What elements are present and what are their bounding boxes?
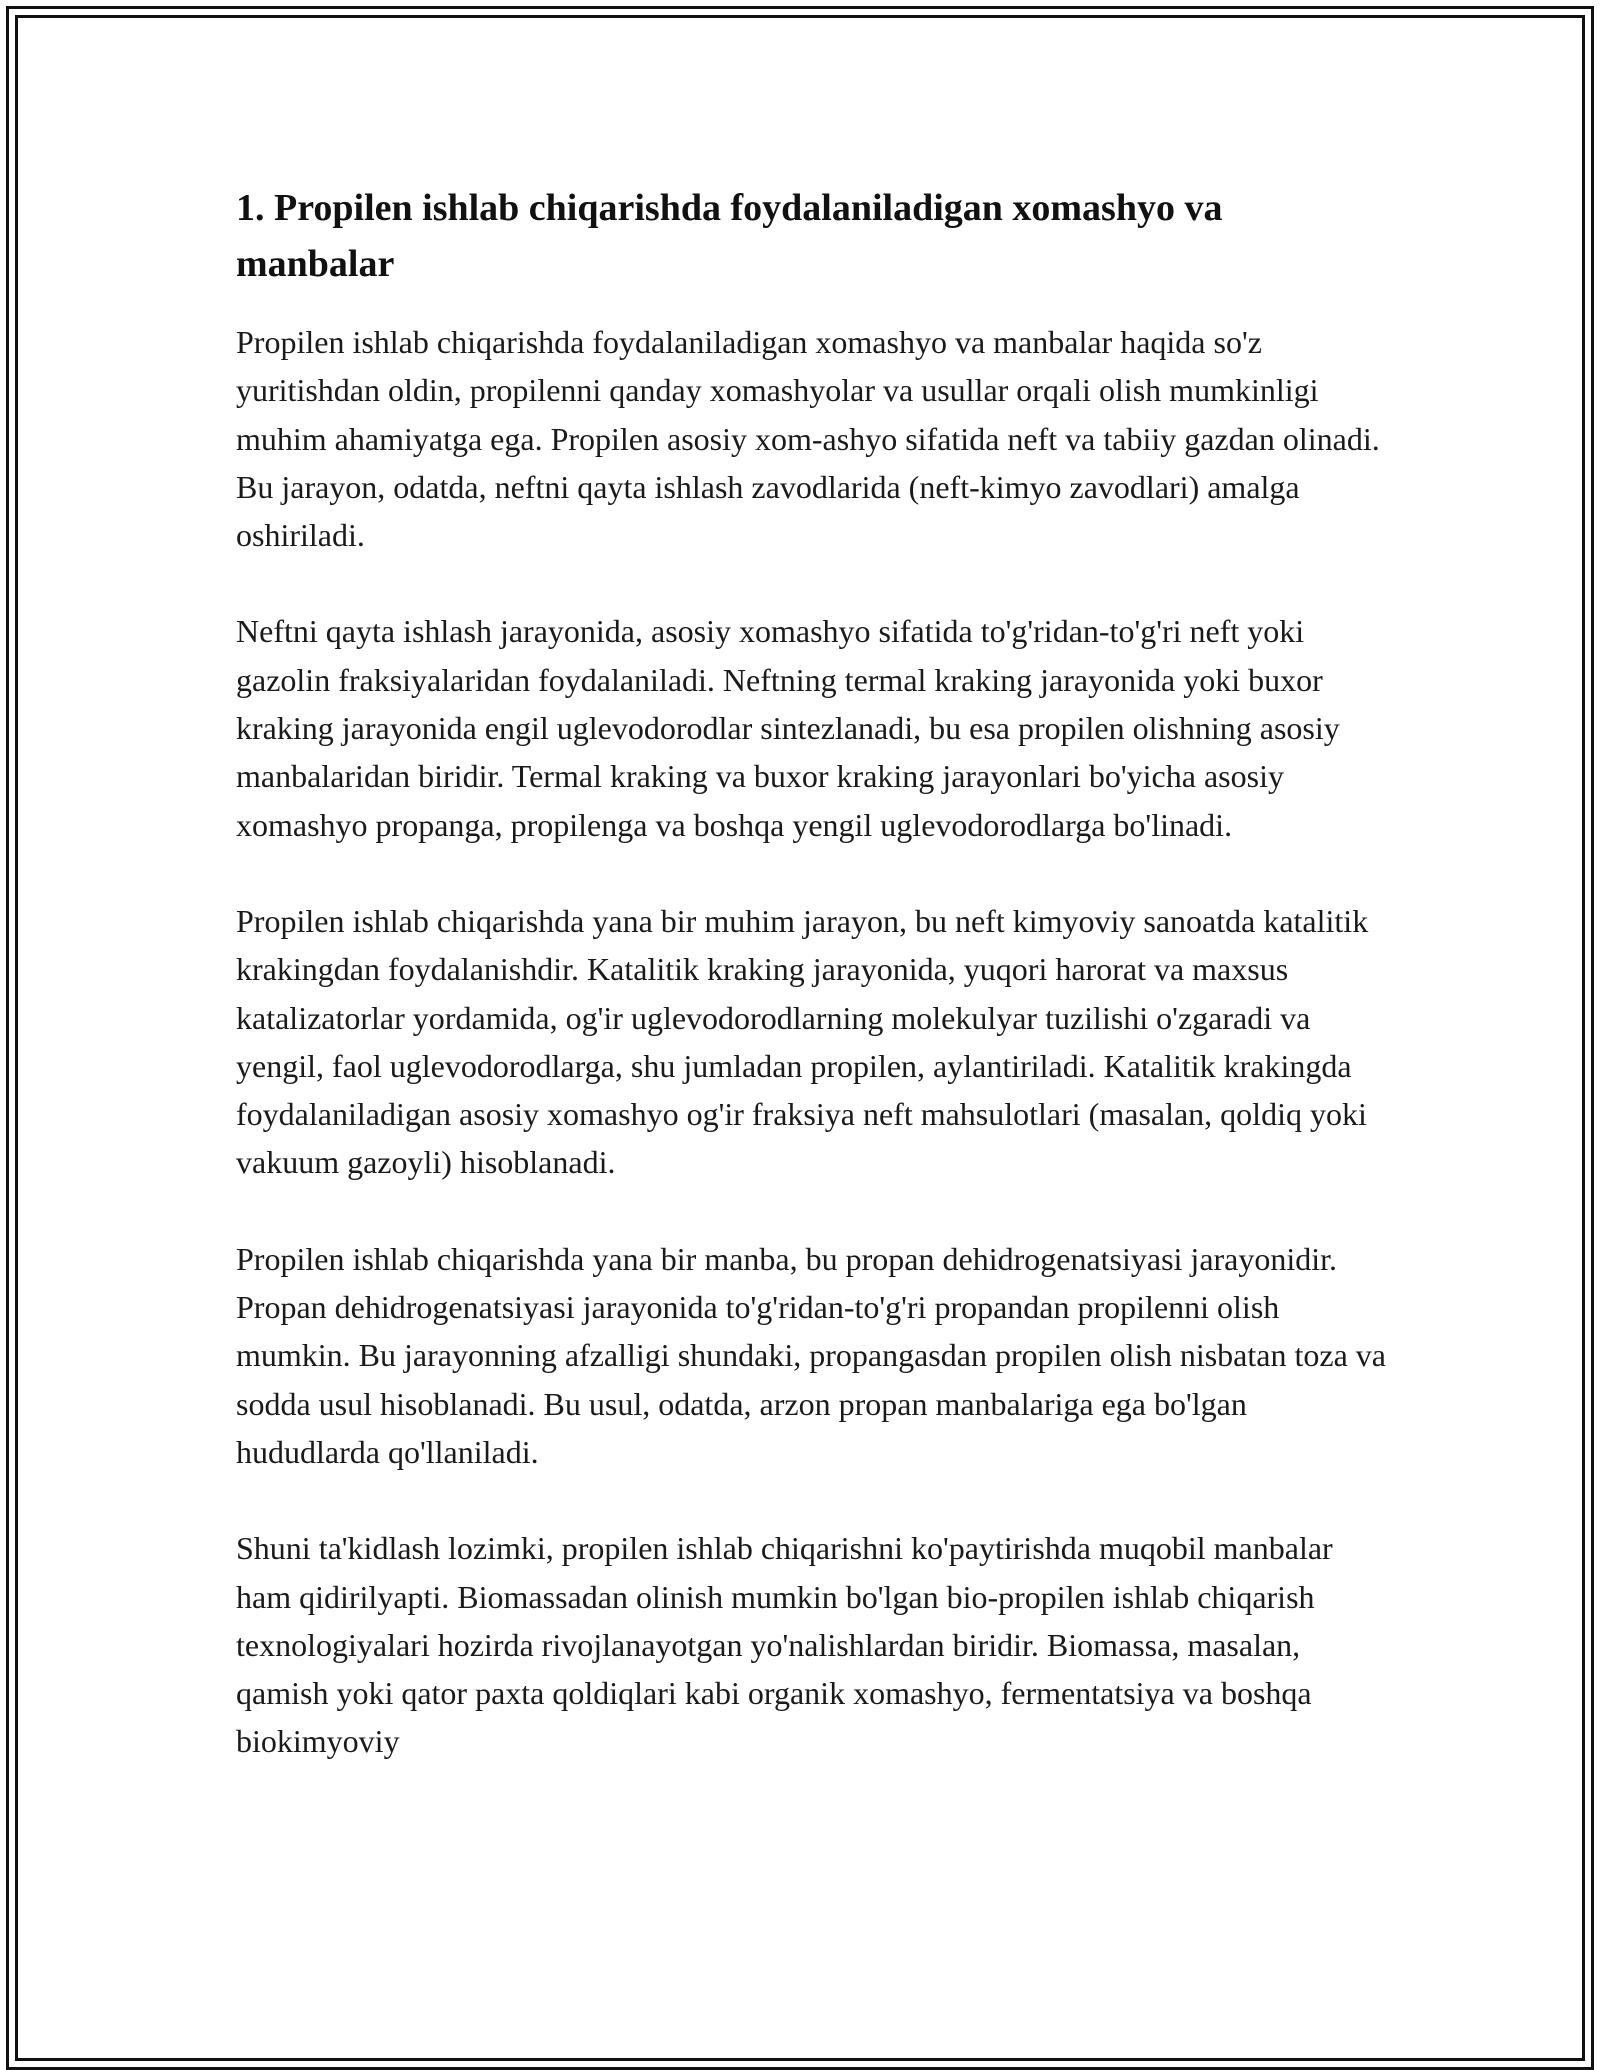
paragraph-3: Propilen ishlab chiqarishda yana bir muhim jarayon, bu neft kimyoviy sanoatda katalitik krakingdan foydalanishdir. Katalitik kraking jarayonida, yuqori harorat va maxsus katalizatorlar yordamida, og'ir uglevodorodlarning molekulyar tuzilishi o'zgaradi va yengil, faol uglevodorodlarga, shu jumladan propilen, aylantiriladi. Katalitik krakingda foydalaniladigan asosiy xomashyo og'ir fraksiya neft mahsulotlari (masalan, qoldiq yoki vakuum gazoyli) hisoblanadi. [236,902,1369,1181]
paragraph-2: Neftni qayta ishlash jarayonida, asosiy xomashyo sifatida to'g'ridan-to'g'ri neft yoki gazolin fraksiyalaridan foydalaniladi. Neftning termal kraking jarayonida yoki buxor kraking jarayonida engil uglevodorodlar sintezlanadi, bu esa propilen olishning asosiy manbalaridan biridir. Termal kraking va buxor kraking jarayonlari bo'yicha asosiy xomashyo propanga, propilenga va boshqa yengil uglevodorodlarga bo'linadi. [236,613,1340,843]
paragraph-4: Propilen ishlab chiqarishda yana bir manba, bu propan dehidrogenatsiyasi jarayonidir. Propan dehidrogenatsiyasi jarayonida to'g'ridan-to'g'ri propandan propilenni olish mumkin. Bu jarayonning afzalligi shundaki, propangasdan propilen olish nisbatan toza va sodda usul hisoblanadi. Bu usul, odatda, arzon propan manbalariga ega bo'lgan hududlarda qo'llaniladi. [236,1240,1386,1470]
paragraph-5: Shuni ta'kidlash lozimki, propilen ishlab chiqarishni ko'paytirishda muqobil manbalar ham qidirilyapti. Biomassadan olinish mumkin bo'lgan bio-propilen ishlab chiqarish texnologiyalari hozirda rivojlanayotgan yo'nalishlardan biridir. Biomassa, masalan, qamish yoki qator paxta qoldiqlari kabi organik xomashyo, fermentatsiya va boshqa biokimyoviy [236,1530,1333,1760]
document-body [236,180,1386,1814]
section-heading: 1. Propilen ishlab chiqarishda foydalaniladigan xomashyo va manbalar [236,187,1223,285]
paragraph-1: Propilen ishlab chiqarishda foydalaniladigan xomashyo va manbalar haqida so'z yuritishdan oldin, propilenni qanday xomashyolar va usullar orqali olish mumkinligi muhim ahamiyatga ega. Propilen asosiy xom-ashyo sifatida neft va tabiiy gazdan olinadi. Bu jarayon, odatda, neftni qayta ishlash zavodlarida (neft-kimyo zavodlari) amalga oshiriladi. [236,324,1380,554]
